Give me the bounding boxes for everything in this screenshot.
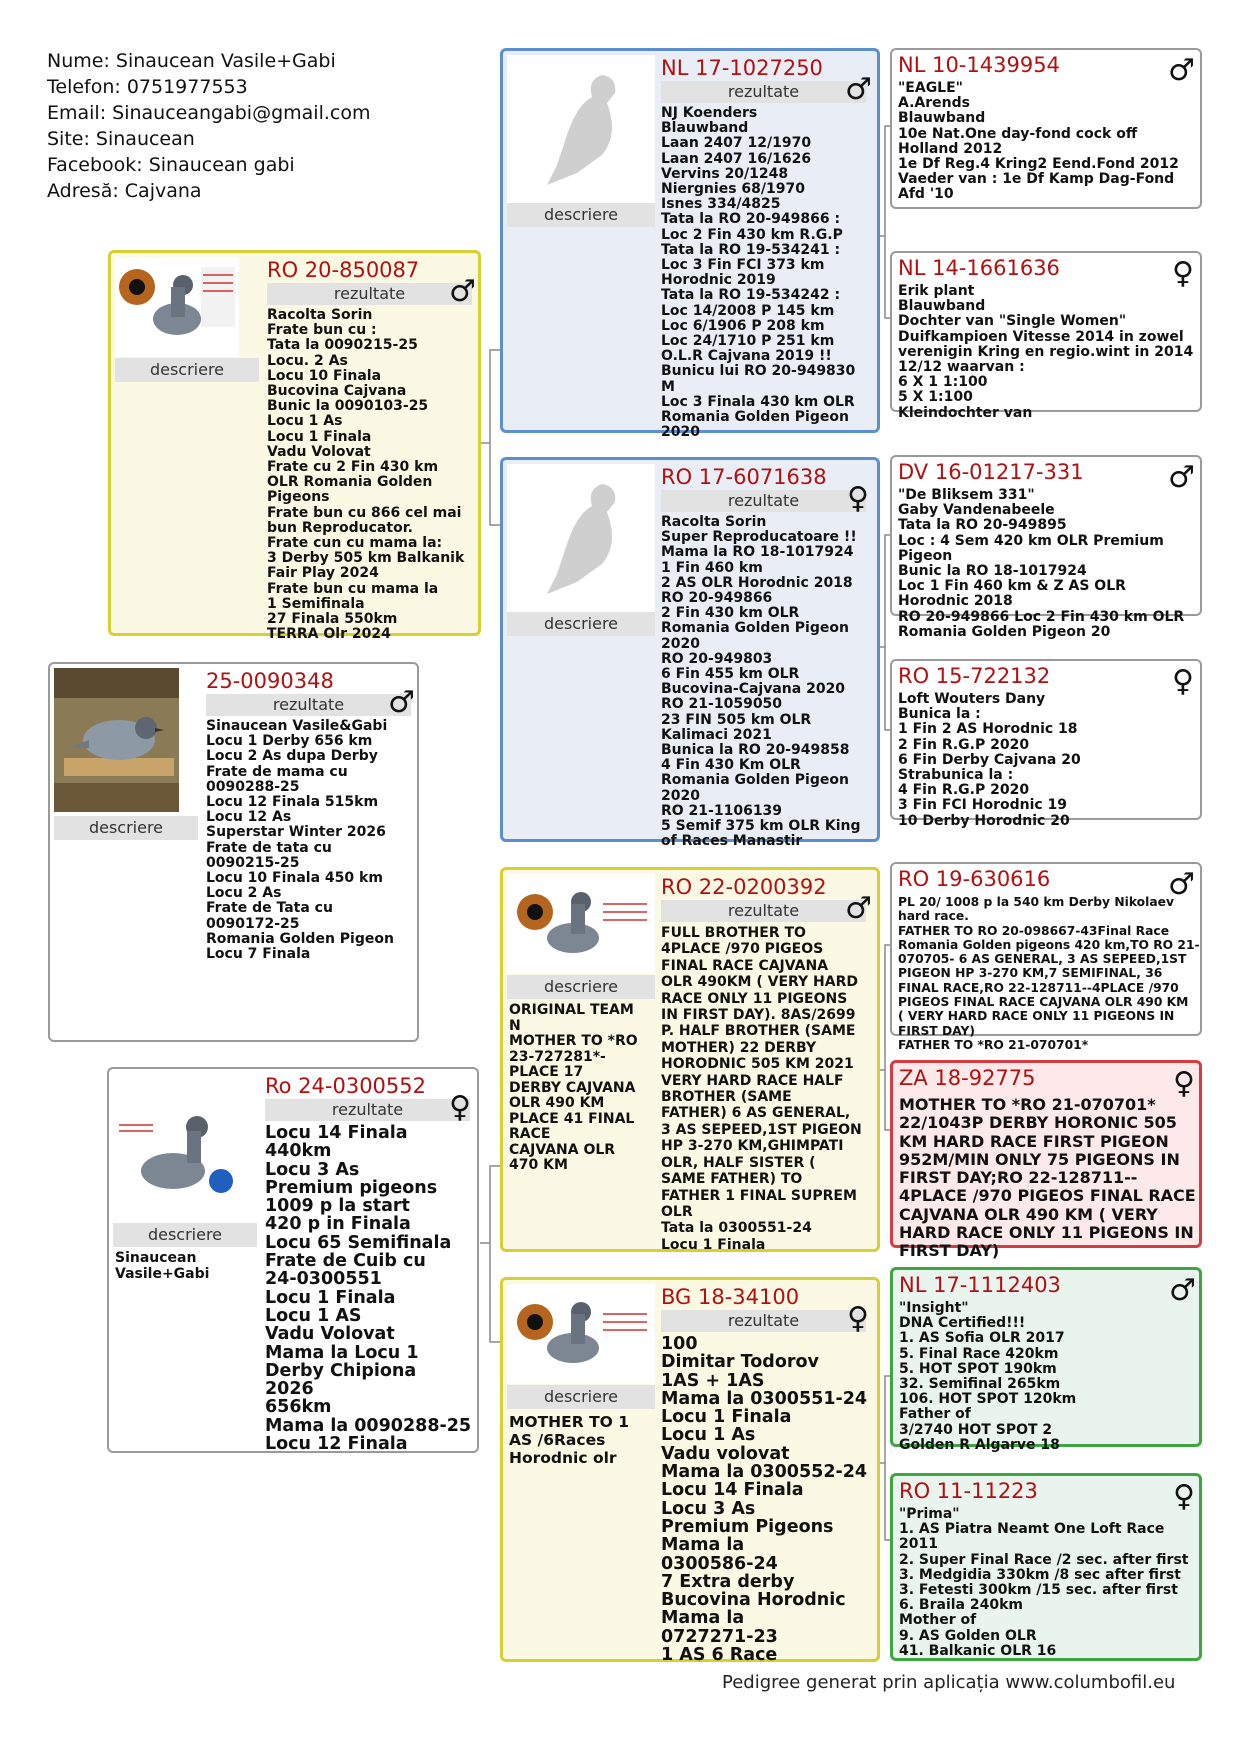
owner-phone: Telefon: 0751977553 [47, 76, 248, 98]
grandsire-maternal-photo[interactable] [507, 874, 655, 974]
great-grandparent-6-card[interactable] [890, 1060, 1202, 1261]
great-grandparent-8-info: "Prima" 1. AS Piatra Neamt One Loft Race 2011 2. Super Final Race /2 sec. after first 3. Medgidia 330km /8 sec after first 3. Fetesti 300km /15 sec. after first 6. Braila 240km Mother of 9. AS Golden OLR 41. Balkanic OLR 16 [899, 1506, 1189, 1659]
sire-card[interactable] [108, 250, 481, 643]
great-grandparent-8-ring-number: RO 11-11223 [899, 1479, 1038, 1503]
granddam-paternal-description-button[interactable]: descriere [507, 612, 655, 636]
granddam-paternal-results-button[interactable]: rezultate [661, 490, 866, 512]
great-grandparent-2-ring-number: NL 14-1661636 [898, 256, 1060, 280]
male-symbol-icon: ♂ [845, 72, 872, 107]
male-symbol-icon: ♂ [1169, 1273, 1196, 1308]
sire-ring-number: RO 20-850087 [267, 258, 420, 282]
dam-results-button[interactable]: rezultate [265, 1099, 470, 1121]
sire-description-button[interactable]: descriere [115, 358, 259, 382]
granddam-maternal-photo[interactable] [507, 1284, 655, 1384]
granddam-paternal-ring-number: RO 17-6071638 [661, 465, 827, 489]
female-symbol-icon: ♀ [449, 1090, 471, 1125]
granddam-maternal-description-button[interactable]: descriere [507, 1385, 655, 1409]
granddam-maternal-info: 100 Dimitar Todorov 1AS + 1AS Mama la 0300551-24 Locu 1 Finala Locu 1 As Vadu volovat Mama la 0300552-24 Locu 14 Finala Locu 3 As Premium Pigeons Mama la 0300586-24 7 Extra derby Bucovina Horodnic Mama la 0727271-23 1 AS 6 Race [661, 1334, 868, 1666]
dam-photo[interactable] [113, 1073, 237, 1223]
great-grandparent-3-info: "De Bliksem 331" Gaby Vandenabeele Tata la RO 20-949895 Loc : 4 Sem 420 km OLR Premium Pigeon Bunic la RO 18-1017924 Loc 1 Fin 460 km & Z AS OLR Horodnic 2018 RO 20-949866 Loc 2 Fin 430 km OLR Romania Golden Pigeon 20 [898, 487, 1185, 640]
great-grandparent-4-card[interactable] [890, 659, 1202, 829]
great-grandparent-7-card[interactable] [890, 1267, 1202, 1453]
great-grandparent-5-card[interactable] [890, 862, 1202, 1052]
male-symbol-icon: ♂ [449, 274, 476, 309]
female-symbol-icon: ♀ [1172, 256, 1194, 291]
pigeon-photo-icon [507, 874, 655, 974]
great-grandparent-7-ring-number: NL 17-1112403 [899, 1273, 1061, 1297]
grandsire-maternal-description-button[interactable]: descriere [507, 975, 655, 999]
subject-results-button[interactable]: rezultate [206, 694, 411, 716]
subject-description-button[interactable]: descriere [54, 816, 198, 840]
dam-description-button[interactable]: descriere [113, 1223, 257, 1247]
great-grandparent-5-ring-number: RO 19-630616 [898, 867, 1051, 891]
female-symbol-icon: ♀ [1173, 1479, 1195, 1514]
great-grandparent-8-card[interactable] [890, 1473, 1202, 1661]
great-grandparent-4-ring-number: RO 15-722132 [898, 664, 1051, 688]
sire-photo[interactable] [115, 257, 239, 357]
owner-site: Site: Sinaucean [47, 128, 195, 150]
grandsire-paternal-description-button[interactable]: descriere [507, 203, 655, 227]
female-symbol-icon: ♀ [847, 1301, 869, 1336]
great-grandparent-6-ring-number: ZA 18-92775 [899, 1066, 1036, 1090]
grandsire-maternal-info: FULL BROTHER TO 4PLACE /970 PIGEOS FINAL RACE CAJVANA OLR 490KM ( VERY HARD RACE ONLY 11 PIGEONS IN FIRST DAY). 8AS/2699 P. HALF BROTHER (SAME MOTHER) 22 DERBY HORODNIC 505 KM 2021 VERY HARD RACE HALF BROTHER (SAME FATHER) 6 AS GENERAL, 3 AS SEPEED,1ST PIGEON HP 3-270 KM,GHIMPATI OLR, HALF SISTER ( SAME FATHER) TO FATHER 1 FINAL SUPREM OLR Tata la 0300551-24 Locu 1 Finala [661, 925, 862, 1253]
great-grandparent-3-card[interactable] [890, 455, 1202, 640]
male-symbol-icon: ♂ [1168, 460, 1195, 495]
subject-pigeon-card[interactable] [48, 662, 419, 1042]
granddam-paternal-photo[interactable] [507, 464, 655, 612]
owner-name: Nume: Sinaucean Vasile+Gabi [47, 50, 336, 72]
grandsire-maternal-results-button[interactable]: rezultate [661, 900, 866, 922]
footer-credit: Pedigree generat prin aplicația www.columbofil.eu [722, 1672, 1176, 1693]
granddam-maternal-notes: MOTHER TO 1 AS /6Races Horodnic olr [509, 1413, 629, 1467]
male-symbol-icon: ♂ [388, 685, 415, 720]
male-symbol-icon: ♂ [845, 891, 872, 926]
grandsire-paternal-photo[interactable] [507, 55, 655, 203]
subject-photo[interactable] [54, 668, 179, 812]
granddam-paternal-card[interactable] [500, 457, 880, 850]
female-symbol-icon: ♀ [1173, 1066, 1195, 1101]
dam-info: Locu 14 Finala 440km Locu 3 As Premium pigeons 1009 p la start 420 p in Finala Locu 65 Semifinala Frate de Cuib cu 24-0300551 Locu 1 Finala Locu 1 AS Vadu Volovat Mama la Locu 1 Derby Chipiona 2026 656km Mama la 0090288-25 Locu 12 Finala [265, 1123, 472, 1455]
subject-ring-number: 25-0090348 [206, 669, 334, 693]
great-grandparent-6-info: MOTHER TO *RO 21-070701* 22/1043P DERBY HORONIC 505 KM HARD RACE FIRST PIGEON 952M/MIN ONLY 75 PIGEONS IN FIRST DAY;RO 22-128711-- 4PLACE /970 PIGEOS FINAL RACE CAJVANA OLR 490 KM ( VERY HARD RACE ONLY 11 PIGEONS IN FIRST DAY) [899, 1095, 1196, 1261]
great-grandparent-1-card[interactable] [890, 48, 1202, 209]
dam-card[interactable] [107, 1067, 479, 1453]
male-symbol-icon: ♂ [1168, 53, 1195, 88]
granddam-maternal-card[interactable] [500, 1277, 880, 1666]
female-symbol-icon: ♀ [847, 481, 869, 516]
owner-email: Email: Sinauceangabi@gmail.com [47, 102, 371, 124]
pigeon-photo-icon [115, 257, 239, 357]
dam-breeder: Sinaucean Vasile+Gabi [115, 1250, 210, 1282]
subject-info: Sinaucean Vasile&Gabi Locu 1 Derby 656 km Locu 2 As dupa Derby Frate de mama cu 0090288-25 Locu 12 Finala 515km Locu 12 As Superstar Winter 2026 Frate de tata cu 0090215-25 Locu 10 Finala 450 km Locu 2 As Frate de Tata cu 0090172-25 Romania Golden Pigeon Locu 7 Finala [206, 718, 394, 963]
grandsire-paternal-ring-number: NL 17-1027250 [661, 56, 823, 80]
grandsire-maternal-notes: ORIGINAL TEAM N MOTHER TO *RO 23-727281*- PLACE 17 DERBY CAJVANA OLR 490 KM PLACE 41 FINAL RACE CAJVANA OLR 470 KM [509, 1002, 638, 1173]
granddam-maternal-ring-number: BG 18-34100 [661, 1285, 800, 1309]
great-grandparent-3-ring-number: DV 16-01217-331 [898, 460, 1084, 484]
pigeon-photo-icon [113, 1073, 237, 1223]
pigeon-silhouette-icon [507, 55, 655, 203]
sire-info: Racolta Sorin Frate bun cu : Tata la 0090215-25 Locu. 2 As Locu 10 Finala Bucovina Cajvana Bunic la 0090103-25 Locu 1 As Locu 1 Finala Vadu Volovat Frate cu 2 Fin 430 km OLR Romania Golden Pigeons Frate bun cu 866 cel mai bun Reproducator. Frate cun cu mama la: 3 Derby 505 km Balkanik Fair Play 2024 Frate bun cu mama la 1 Semifinala 27 Finala 550km TERRA Olr 2024 [267, 307, 465, 643]
grandsire-maternal-card[interactable] [500, 867, 880, 1252]
great-grandparent-2-card[interactable] [890, 251, 1202, 421]
great-grandparent-1-ring-number: NL 10-1439954 [898, 53, 1060, 77]
great-grandparent-4-info: Loft Wouters Dany Bunica la : 1 Fin 2 AS Horodnic 18 2 Fin R.G.P 2020 6 Fin Derby Cajvana 20 Strabunica la : 4 Fin R.G.P 2020 3 Fin FCI Horodnic 19 10 Derby Horodnic 20 [898, 691, 1081, 829]
pigeon-photo-icon [54, 668, 179, 812]
granddam-paternal-info: Racolta Sorin Super Reproducatoare !! Mama la RO 18-1017924 1 Fin 460 km 2 AS OLR Horodnic 2018 RO 20-949866 2 Fin 430 km OLR Romania Golden Pigeon 2020 RO 20-949803 6 Fin 455 km OLR Bucovina-Cajvana 2020 RO 21-1059050 23 FIN 505 km OLR Kalimaci 2021 Bunica la RO 20-949858 4 Fin 430 Km OLR Romania Golden Pigeon 2020 RO 21-1106139 5 Semif 375 km OLR King of Races Manastir [661, 514, 861, 850]
pigeon-photo-icon [507, 1284, 655, 1384]
grandsire-paternal-card[interactable] [500, 48, 880, 441]
owner-facebook: Facebook: Sinaucean gabi [47, 154, 295, 176]
female-symbol-icon: ♀ [1172, 664, 1194, 699]
dam-ring-number: Ro 24-0300552 [265, 1074, 426, 1098]
great-grandparent-1-info: "EAGLE" A.Arends Blauwband 10e Nat.One day-fond cock off Holland 2012 1e Df Reg.4 Kring2 Eend.Fond 2012 Vaeder van : 1e Df Kamp Dag-Fond Afd '10 [898, 80, 1179, 203]
pigeon-silhouette-icon [507, 464, 655, 612]
great-grandparent-5-info: PL 20/ 1008 p la 540 km Derby Nikolaev hard race. FATHER TO RO 20-098667-43Final Race Romania Golden pigeons 420 km,TO RO 21- 070705- 6 AS GENERAL, 3 AS SEPEED,1ST PIGEON HP 3-270 KM,7 SEMIFINAL, 36 FINAL RACE,RO 22-128711--4PLACE /970 PIGEOS FINAL RACE CAJVANA OLR 490 KM ( VERY HARD RACE ONLY 11 PIGEONS IN FIRST DAY) FATHER TO *RO 21-070701* [898, 895, 1200, 1052]
male-symbol-icon: ♂ [1168, 867, 1195, 902]
owner-address: Adresă: Cajvana [47, 180, 202, 202]
grandsire-paternal-results-button[interactable]: rezultate [661, 81, 866, 103]
grandsire-paternal-info: NJ Koenders Blauwband Laan 2407 12/1970 Laan 2407 16/1626 Vervins 20/1248 Niergnies 68/1970 Isnes 334/4825 Tata la RO 20-949866 : Loc 2 Fin 430 km R.G.P Tata la RO 19-534241 : Loc 3 Fin FCI 373 km Horodnic 2019 Tata la RO 19-534242 : Loc 14/2008 P 145 km Loc 6/1906 P 208 km Loc 24/1710 P 251 km O.L.R Cajvana 2019 !! Bunicu lui RO 20-949830 M Loc 3 Finala 430 km OLR Romania Golden Pigeon 2020 [661, 105, 856, 441]
grandsire-maternal-ring-number: RO 22-0200392 [661, 875, 827, 899]
great-grandparent-2-info: Erik plant Blauwband Dochter van "Single Women" Duifkampioen Vitesse 2014 in zowel verenigin Kring en regio.wint in 2014 12/12 waarvan : 6 X 1 1:100 5 X 1:100 Kleindochter van [898, 283, 1194, 421]
great-grandparent-7-info: "Insight" DNA Certified!!! 1. AS Sofia OLR 2017 5. Final Race 420km 5. HOT SPOT 190km 32. Semifinal 265km 106. HOT SPOT 120km Father of 3/2740 HOT SPOT 2 Golden R Algarve 18 [899, 1300, 1077, 1453]
sire-results-button[interactable]: rezultate [267, 283, 472, 305]
granddam-maternal-results-button[interactable]: rezultate [661, 1310, 866, 1332]
